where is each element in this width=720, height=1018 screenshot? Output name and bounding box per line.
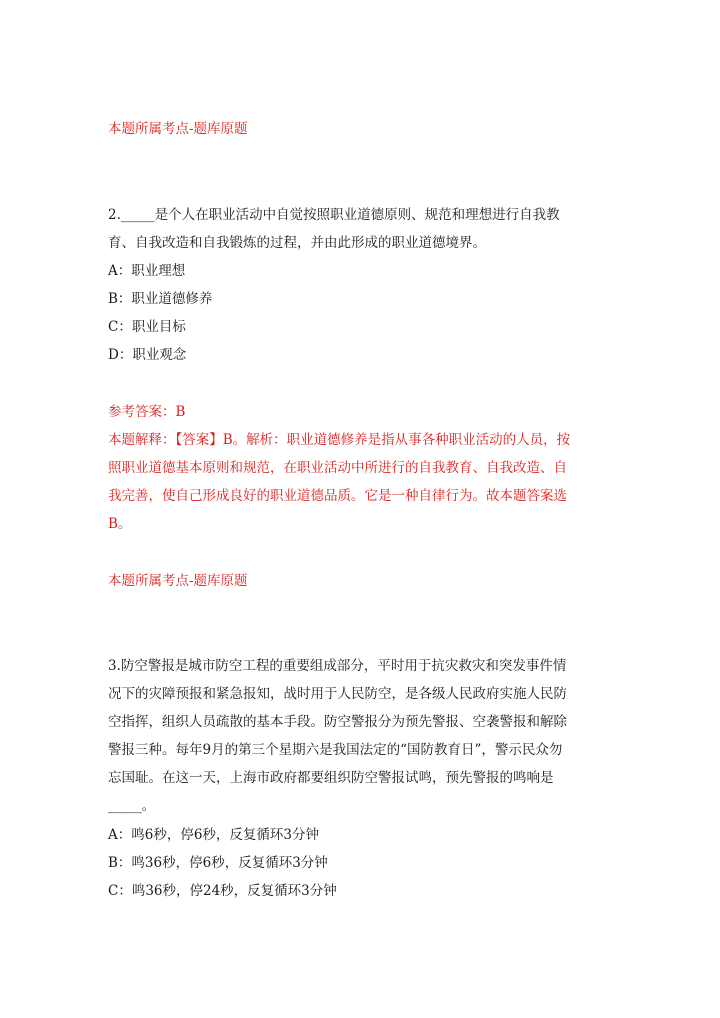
option-b: B：鸣36秒，停6秒，反复循环3分钟 xyxy=(108,855,328,871)
question-stem-line: 况下的灾障预报和紧急报知，战时用于人民防空，是各级人民政府实施人民防 xyxy=(108,686,567,702)
category-label: 本题所属考点-题库原题 xyxy=(108,121,248,137)
explanation-line: B。 xyxy=(108,516,132,532)
question-stem-line: 空指挥，组织人员疏散的基本手段。防空警报分为预先警报、空袭警报和解除 xyxy=(108,714,567,730)
question-stem-line: 育、自我改造和自我锻炼的过程，并由此形成的职业道德境界。 xyxy=(108,235,486,251)
option-d: D：职业观念 xyxy=(108,347,187,363)
question-stem-line: 2._____是个人在职业活动中自觉按照职业道德原则、规范和理想进行自我教 xyxy=(108,207,560,223)
explanation-line: 本题解释：【答案】B。解析：职业道德修养是指从事各种职业活动的人员，按 xyxy=(108,432,571,448)
option-a: A：职业理想 xyxy=(108,263,186,279)
question-stem-line: 警报三种。每年9月的第三个星期六是我国法定的“国防教育日”，警示民众勿 xyxy=(108,742,563,758)
question-stem-line: 3.防空警报是城市防空工程的重要组成部分，平时用于抗灾救灾和突发事件情 xyxy=(108,658,567,674)
question-stem-line: _____。 xyxy=(108,798,156,814)
option-c: C：鸣36秒，停24秒，反复循环3分钟 xyxy=(108,883,337,899)
explanation-line: 我完善，使自己形成良好的职业道德品质。它是一种自律行为。故本题答案选 xyxy=(108,488,567,504)
explanation-line: 照职业道德基本原则和规范，在职业活动中所进行的自我教育、自我改造、自 xyxy=(108,460,567,476)
option-a: A：鸣6秒，停6秒，反复循环3分钟 xyxy=(108,827,320,843)
question-stem-line: 忘国耻。在这一天，上海市政府都要组织防空警报试鸣，预先警报的鸣响是 xyxy=(108,770,554,786)
option-b: B：职业道德修养 xyxy=(108,291,213,307)
option-c: C：职业目标 xyxy=(108,319,186,335)
category-label: 本题所属考点-题库原题 xyxy=(108,573,248,589)
answer-label: 参考答案：B xyxy=(108,404,186,420)
